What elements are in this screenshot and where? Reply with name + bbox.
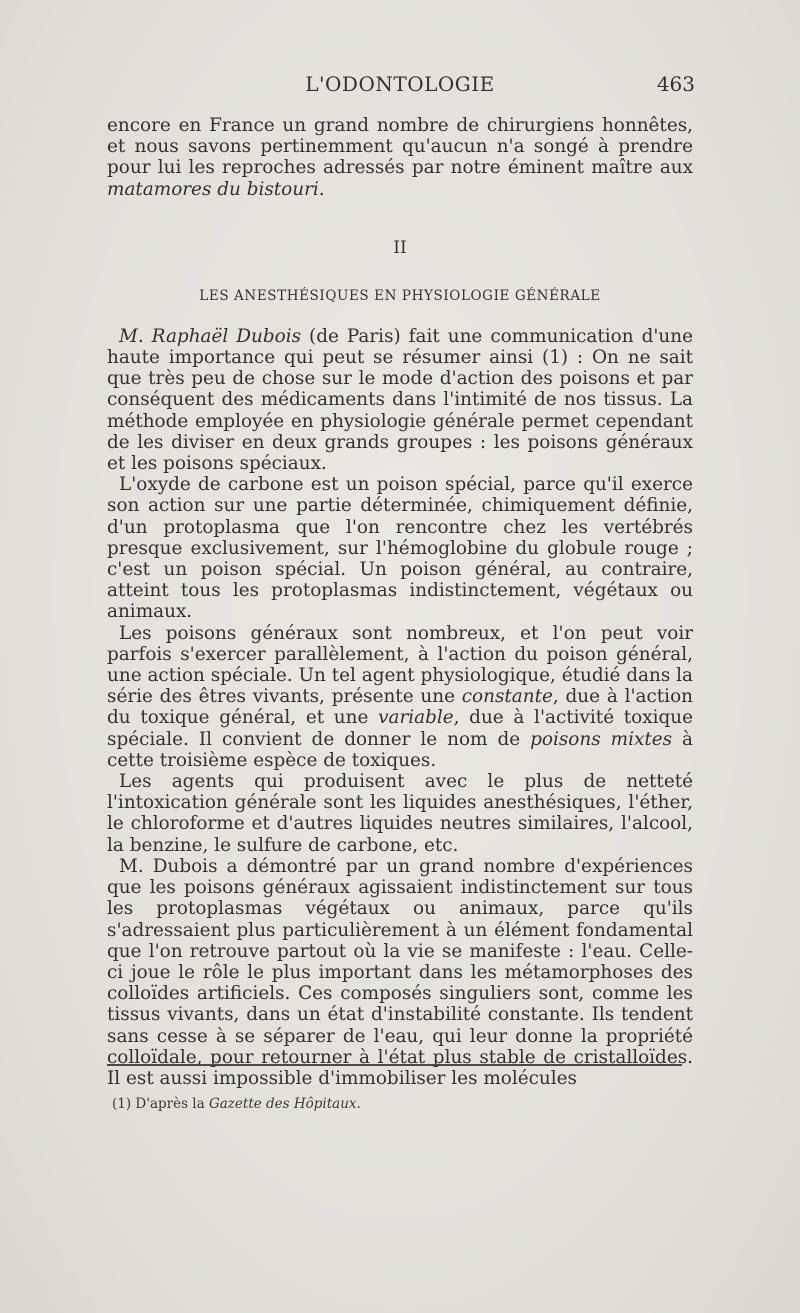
- paragraph-text: encore en France un grand nombre de chirurgiens honnêtes, et nous savons pertinemment qu'aucun n'a songé à prendre pour lui les reproches adressés par notre éminent maître aux: [107, 115, 693, 179]
- paragraph-text: Les poisons généraux sont nombreux, et l'on peut voir parfois s'exercer parallèlement, à l'action du poison général, une action spéciale. Un tel agent physiologique, étudié dans la série des êtres vivants, présente une: [107, 622, 693, 708]
- footnote-source: Gazette des Hôpitaux: [208, 1096, 357, 1112]
- page-header: [105, 70, 695, 100]
- paragraph: [107, 115, 693, 200]
- section-title: LES ANESTHÉSIQUES EN PHYSIOLOGIE GÉNÉRALE: [199, 287, 601, 304]
- running-head: L'ODONTOLOGIE: [305, 72, 495, 96]
- paragraph: [107, 771, 693, 856]
- body-text: [107, 115, 693, 1089]
- punctuation: .: [356, 1096, 361, 1112]
- paragraph-text: à cette troisième espèce de toxiques.: [107, 728, 693, 771]
- paragraph: [107, 474, 693, 622]
- page-number: 463: [656, 72, 695, 96]
- paragraph-text: (de Paris) fait une communication d'une haute importance qui peut se résumer ainsi (1) : On ne sait que très peu de chose sur le mode d'action des poisons et par conséquent des médicaments dans l'intimité de nos tissus. La méthode employée en physiologie générale permet cependant de les diviser en deux grands groupes : les poisons généraux et les poisons spéciaux.: [107, 325, 693, 475]
- author-name: M. Raphaël Dubois: [119, 325, 302, 347]
- italic-term: variable: [378, 707, 454, 729]
- footnote-text: (1) D'après la: [112, 1096, 209, 1112]
- paragraph: [107, 326, 693, 474]
- paragraph-text: , due à l'activité toxique spéciale. Il convient de donner le nom de: [107, 707, 693, 750]
- paragraph: [107, 623, 693, 771]
- footnote-rule: [107, 1064, 682, 1066]
- footnote: [112, 1096, 361, 1112]
- section-number: II: [393, 237, 407, 258]
- italic-term: poisons mixtes: [530, 728, 673, 750]
- paragraph-text: M. Dubois a démontré par un grand nombre d'expériences que les poisons généraux agissaient indistinctement sur tous les protoplasmas végétaux ou animaux, parce qu'ils s'adressaient plus particulièrement à un élément fondamental que l'on retrouve partout où la vie se manifeste : l'eau. Celle-ci joue le rôle le plus important dans les métamorphoses des colloïdes artificiels. Ces composés singuliers sont, comme les tissus vivants, dans un état d'instabilité constante. Ils tendent sans cesse à se séparer de l'eau, qui leur donne la propriété colloïdale, pour retourner à l'état plus stable de cristalloïdes. Il est aussi impossible d'immobiliser les molécules: [107, 855, 693, 1089]
- punctuation: .: [318, 178, 325, 200]
- paragraph: [107, 856, 693, 1089]
- paragraph-text: Les agents qui produisent avec le plus de netteté l'intoxication générale sont les liquides anesthésiques, l'éther, le chloroforme et d'autres liquides neutres similaires, l'alcool, la benzine, le sulfure de carbone, etc.: [107, 771, 693, 856]
- italic-term: constante: [461, 686, 553, 708]
- italic-phrase: matamores du bistouri: [107, 178, 319, 200]
- paragraph-text: L'oxyde de carbone est un poison spécial, parce qu'il exerce son action sur une partie déterminée, chimiquement définie, d'un protoplasma que l'on rencontre chez les vertébrés presque exclusivement, sur l'hémoglobine du globule rouge ; c'est un poison spécial. Un poison général, au contraire, atteint tous les protoplasmas indistinctement, végétaux ou animaux.: [107, 474, 693, 623]
- paragraph-text: , due à l'action du toxique général, et une: [107, 686, 693, 729]
